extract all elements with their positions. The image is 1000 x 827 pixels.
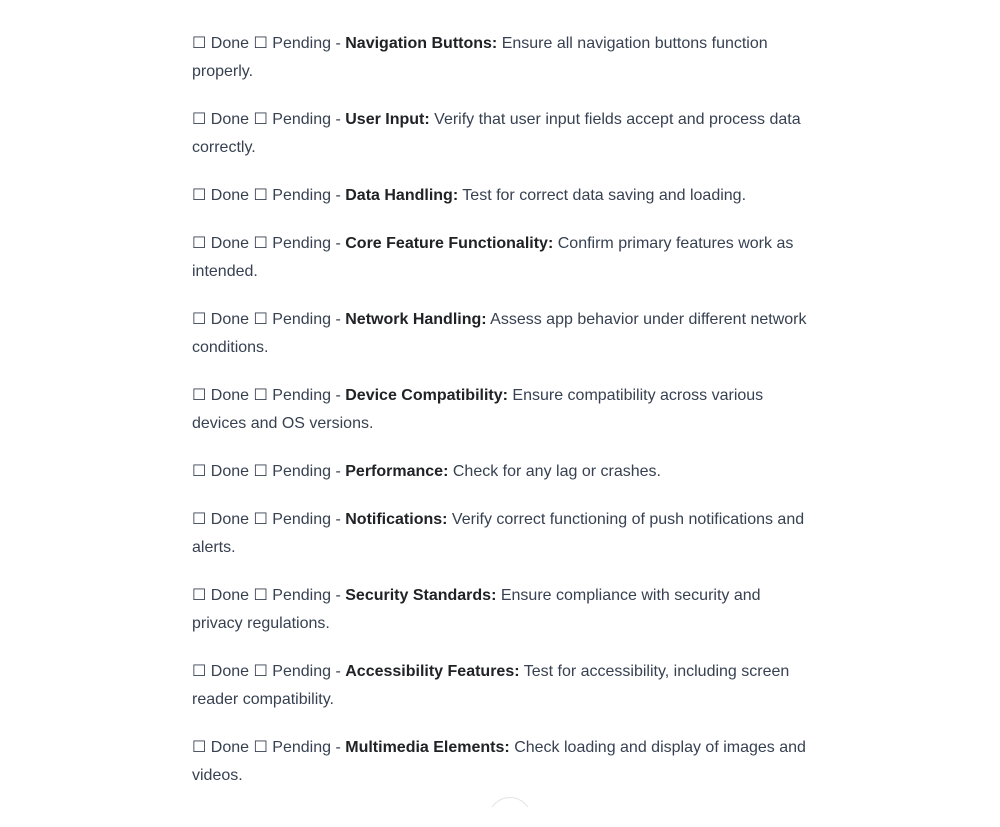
done-label: Done bbox=[210, 663, 250, 680]
item-title: Multimedia Elements: bbox=[345, 739, 510, 756]
checklist-item bbox=[192, 182, 814, 210]
item-description: Test for accessibility, including screen reader compatibility. bbox=[192, 663, 790, 708]
pending-checkbox-icon: ☐ bbox=[253, 235, 268, 252]
done-checkbox-icon: ☐ bbox=[192, 35, 207, 52]
item-title: Accessibility Features: bbox=[345, 663, 520, 680]
separator: - bbox=[335, 235, 341, 252]
scroll-to-bottom-button[interactable] bbox=[488, 797, 532, 807]
item-description: Check loading and display of images and videos. bbox=[192, 739, 806, 784]
item-title: Navigation Buttons: bbox=[345, 35, 498, 52]
item-description: Confirm primary features work as intended. bbox=[192, 235, 794, 280]
pending-checkbox-icon: ☐ bbox=[253, 663, 268, 680]
checklist-item bbox=[192, 582, 814, 638]
done-checkbox-icon: ☐ bbox=[192, 463, 207, 480]
pending-checkbox-icon: ☐ bbox=[253, 463, 268, 480]
checklist-item bbox=[192, 106, 814, 162]
pending-label: Pending bbox=[272, 187, 332, 204]
pending-checkbox-icon: ☐ bbox=[253, 187, 268, 204]
pending-label: Pending bbox=[272, 311, 332, 328]
item-description: Test for correct data saving and loading. bbox=[462, 187, 747, 204]
item-title: User Input: bbox=[345, 111, 430, 128]
done-label: Done bbox=[210, 235, 250, 252]
item-title: Network Handling: bbox=[345, 311, 487, 328]
item-title: Performance: bbox=[345, 463, 449, 480]
pending-checkbox-icon: ☐ bbox=[253, 739, 268, 756]
separator: - bbox=[335, 663, 341, 680]
separator: - bbox=[335, 463, 341, 480]
checklist-item bbox=[192, 230, 814, 286]
item-title: Core Feature Functionality: bbox=[345, 235, 554, 252]
item-description: Ensure all navigation buttons function properly. bbox=[192, 35, 768, 80]
done-checkbox-icon: ☐ bbox=[192, 311, 207, 328]
done-label: Done bbox=[210, 311, 250, 328]
done-checkbox-icon: ☐ bbox=[192, 235, 207, 252]
separator: - bbox=[335, 311, 341, 328]
separator: - bbox=[335, 187, 341, 204]
item-description: Verify correct functioning of push notifications and alerts. bbox=[192, 511, 805, 556]
pending-label: Pending bbox=[272, 111, 332, 128]
item-title: Notifications: bbox=[345, 511, 448, 528]
done-checkbox-icon: ☐ bbox=[192, 187, 207, 204]
checklist-item bbox=[192, 382, 814, 438]
done-label: Done bbox=[210, 187, 250, 204]
checklist-item bbox=[192, 658, 814, 714]
pending-checkbox-icon: ☐ bbox=[253, 311, 268, 328]
done-label: Done bbox=[210, 387, 250, 404]
item-title: Security Standards: bbox=[345, 587, 497, 604]
separator: - bbox=[335, 111, 341, 128]
done-label: Done bbox=[210, 739, 250, 756]
pending-label: Pending bbox=[272, 739, 332, 756]
pending-label: Pending bbox=[272, 35, 332, 52]
checklist-item bbox=[192, 734, 814, 790]
separator: - bbox=[335, 739, 341, 756]
item-description: Ensure compliance with security and privacy regulations. bbox=[192, 587, 761, 632]
done-label: Done bbox=[210, 587, 250, 604]
checklist-item bbox=[192, 306, 814, 362]
done-label: Done bbox=[210, 511, 250, 528]
pending-label: Pending bbox=[272, 463, 332, 480]
done-checkbox-icon: ☐ bbox=[192, 387, 207, 404]
done-checkbox-icon: ☐ bbox=[192, 587, 207, 604]
item-title: Device Compatibility: bbox=[345, 387, 508, 404]
pending-label: Pending bbox=[272, 235, 332, 252]
pending-label: Pending bbox=[272, 387, 332, 404]
separator: - bbox=[335, 35, 341, 52]
separator: - bbox=[335, 387, 341, 404]
pending-checkbox-icon: ☐ bbox=[253, 387, 268, 404]
checklist-item bbox=[192, 30, 814, 86]
scroll-to-bottom-button-peek bbox=[487, 796, 533, 807]
pending-checkbox-icon: ☐ bbox=[253, 587, 268, 604]
item-description: Check for any lag or crashes. bbox=[452, 463, 661, 480]
checklist-item bbox=[192, 506, 814, 562]
done-checkbox-icon: ☐ bbox=[192, 663, 207, 680]
done-checkbox-icon: ☐ bbox=[192, 111, 207, 128]
done-label: Done bbox=[210, 35, 250, 52]
checklist-message bbox=[192, 30, 814, 810]
pending-checkbox-icon: ☐ bbox=[253, 511, 268, 528]
done-checkbox-icon: ☐ bbox=[192, 511, 207, 528]
checklist-item bbox=[192, 458, 814, 486]
pending-checkbox-icon: ☐ bbox=[253, 111, 268, 128]
done-checkbox-icon: ☐ bbox=[192, 739, 207, 756]
item-description: Ensure compatibility across various devices and OS versions. bbox=[192, 387, 764, 432]
separator: - bbox=[335, 511, 341, 528]
done-label: Done bbox=[210, 111, 250, 128]
done-label: Done bbox=[210, 463, 250, 480]
pending-label: Pending bbox=[272, 663, 332, 680]
pending-label: Pending bbox=[272, 587, 332, 604]
item-title: Data Handling: bbox=[345, 187, 459, 204]
separator: - bbox=[335, 587, 341, 604]
item-description: Verify that user input fields accept and process data correctly. bbox=[192, 111, 801, 156]
pending-label: Pending bbox=[272, 511, 332, 528]
item-description: Assess app behavior under different network conditions. bbox=[192, 311, 807, 356]
pending-checkbox-icon: ☐ bbox=[253, 35, 268, 52]
